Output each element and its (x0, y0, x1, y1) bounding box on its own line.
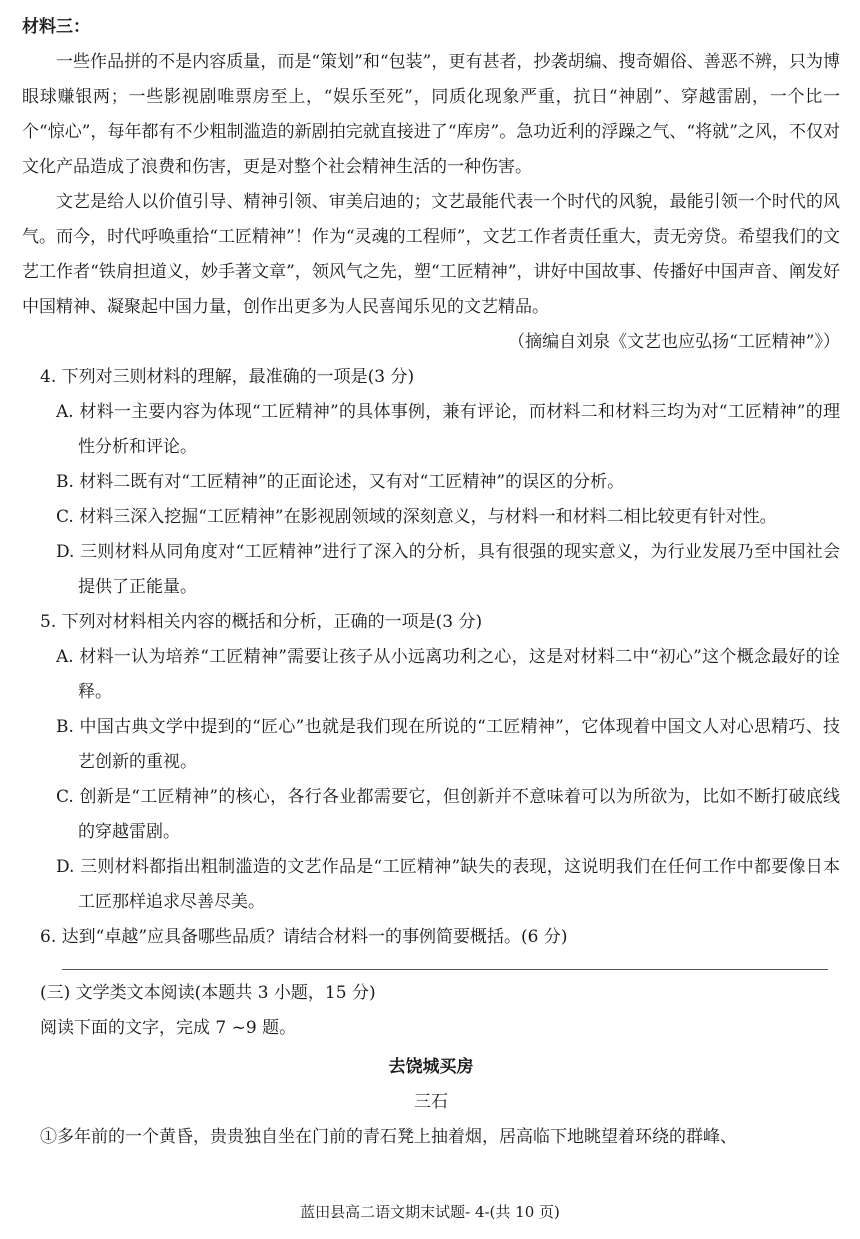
material3-paragraph-1: 一些作品拼的不是内容质量，而是“策划”和“包装”，更有甚者，抄袭胡编、搜奇媚俗、善恶不辨，只为博眼球赚银两；一些影视剧唯票房至上，“娱乐至死”，同质化现象严重，抗日“神剧”、穿越雷剧，一个比一个“惊心”，每年都有不少粗制滥造的新剧拍完就直接进了“库房”。急功近利的浮躁之气、“将就”之风，不仅对文化产品造成了浪费和伤害，更是对整个社会精神生活的一种伤害。 (22, 52, 840, 177)
question-6-stem: 6. 达到“卓越”应具备哪些品质？请结合材料一的事例简要概括。(6 分) (40, 927, 568, 947)
material3-paragraph-2: 文艺是给人以价值引导、精神引领、审美启迪的；文艺最能代表一个时代的风貌，最能引领一个时代的风气。而今，时代呼唤重拾“工匠精神”！作为“灵魂的工程师”，文艺工作者责任重大，责无旁贷。希望我们的文艺工作者“铁肩担道义，妙手著文章”，领风气之先，塑“工匠精神”，讲好中国故事、传播好中国声音、阐发好中国精神、凝聚起中国力量，创作出更多为人民喜闻乐见的文艺精品。 (22, 192, 840, 317)
question-5-option-a: A. 材料一认为培养“工匠精神”需要让孩子从小远离功利之心，这是对材料二中“初心”这个概念最好的诠释。 (56, 647, 840, 702)
material3-heading: 材料三： (22, 17, 90, 37)
material3-source: （摘编自刘泉《文艺也应弘扬“工匠精神”》） (508, 332, 840, 352)
section-divider (62, 969, 828, 970)
story-author: 三石 (414, 1092, 448, 1112)
story-paragraph-1: ①多年前的一个黄昏，贵贵独自坐在门前的青石凳上抽着烟，居高临下地眺望着环绕的群峰、 (40, 1127, 737, 1147)
question-4-option-d: D. 三则材料从同角度对“工匠精神”进行了深入的分析，具有很强的现实意义，为行业发展乃至中国社会提供了正能量。 (56, 542, 840, 597)
question-5-option-d: D. 三则材料都指出粗制滥造的文艺作品是“工匠精神”缺失的表现，这说明我们在任何工作中都要像日本工匠那样追求尽善尽美。 (56, 857, 840, 912)
page-footer: 蓝田县高二语文期末试题- 4-(共 10 页) (300, 1203, 560, 1221)
question-5-stem: 5. 下列对材料相关内容的概括和分析，正确的一项是(3 分) (40, 612, 483, 632)
question-5-option-c: C. 创新是“工匠精神”的核心，各行各业都需要它，但创新并不意味着可以为所欲为，比如不断打破底线的穿越雷剧。 (56, 787, 840, 842)
question-4-option-a: A. 材料一主要内容为体现“工匠精神”的具体事例，兼有评论，而材料二和材料三均为对“工匠精神”的理性分析和评论。 (56, 402, 840, 457)
story-title: 去饶城买房 (388, 1057, 474, 1077)
question-5-option-b: B. 中国古典文学中提到的“匠心”也就是我们现在所说的“工匠精神”，它体现着中国文人对心思精巧、技艺创新的重视。 (56, 717, 840, 772)
question-4-option-c: C. 材料三深入挖掘“工匠精神”在影视剧领域的深刻意义，与材料一和材料二相比较更有针对性。 (56, 507, 777, 527)
question-4-option-b: B. 材料二既有对“工匠精神”的正面论述，又有对“工匠精神”的误区的分析。 (56, 472, 625, 492)
section-3-instruction: 阅读下面的文字，完成 7 ~9 题。 (40, 1018, 297, 1038)
section-3-title: (三) 文学类文本阅读(本题共 3 小题，15 分) (40, 983, 376, 1003)
exam-page (22, 10, 840, 1155)
question-4-stem: 4. 下列对三则材料的理解，最准确的一项是(3 分) (40, 367, 415, 387)
